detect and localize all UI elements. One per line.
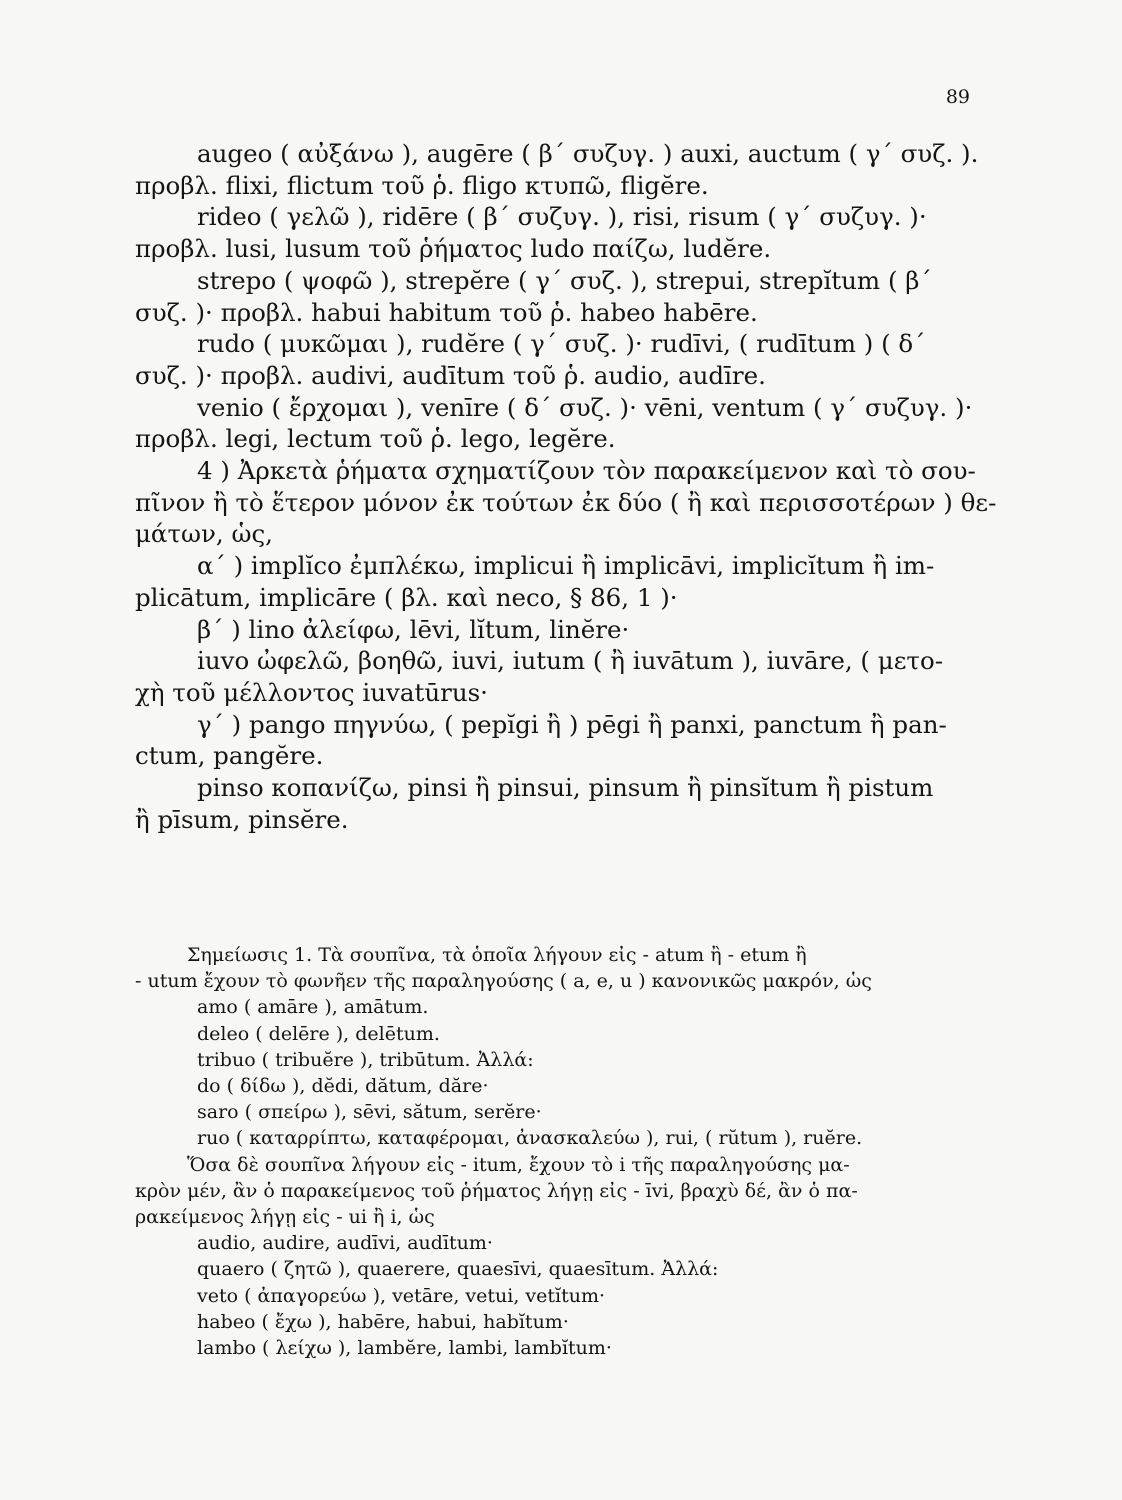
text-line: venio ( ἔρχομαι ), venīre ( δ΄ συζ. )· vēni, ventum ( γ΄ συζυγ. )·	[197, 392, 973, 422]
text-line: β΄ ) lino ἀλείφω, lēvi, lĭtum, linĕre·	[197, 614, 630, 644]
text-line: γ΄ ) pango πηγνύω, ( pepĭgi ἢ ) pēgi ἢ panxi, panctum ἢ pan-	[197, 709, 947, 739]
note-line: ruo ( καταρρίπτω, καταφέρομαι, ἀνασκαλεύω ), rui, ( rŭtum ), ruĕre.	[197, 1127, 863, 1150]
page-number: 89	[945, 86, 970, 108]
text-line: rideo ( γελῶ ), ridēre ( β΄ συζυγ. ), risi, risum ( γ΄ συζυγ. )·	[197, 202, 927, 232]
note-line: ρακείμενος λήγῃ εἰς - ui ἢ i, ὡς	[135, 1206, 435, 1229]
note-line: deleo ( delēre ), delētum.	[197, 1022, 440, 1045]
text-line: προβλ. legi, lectum τοῦ ῥ. lego, legĕre.	[135, 424, 616, 454]
text-line: πῖνον ἢ τὸ ἕτερον μόνον ἐκ τούτων ἐκ δύο ( ἢ καὶ περισσοτέρων ) θε-	[135, 487, 997, 517]
text-line: προβλ. lusi, lusum τοῦ ῥήματος ludo παίζω, ludĕre.	[135, 234, 772, 264]
note-line: habeo ( ἔχω ), habēre, habui, habĭtum·	[197, 1310, 569, 1333]
note-line: saro ( σπείρω ), sēvi, sătum, serĕre·	[197, 1101, 542, 1124]
note-line: - utum ἔχουν τὸ φωνῆεν τῆς παραληγούσης ( a, e, u ) κανονικῶς μακρόν, ὡς	[135, 970, 872, 993]
text-line: συζ. )· προβλ. audivi, audītum τοῦ ῥ. audio, audīre.	[135, 360, 766, 390]
text-line: augeo ( αὐξάνω ), augēre ( β΄ συζυγ. ) auxi, auctum ( γ΄ συζ. ).	[197, 139, 979, 168]
note-line: κρὸν μέν, ἂν ὁ παρακείμενος τοῦ ῥήματος λήγῃ εἰς - īvi, βραχὺ δέ, ἂν ὁ πα-	[135, 1179, 858, 1202]
text-line: rudo ( μυκῶμαι ), rudĕre ( γ΄ συζ. )· rudīvi, ( rudītum ) ( δ΄	[197, 329, 926, 359]
note-line: quaero ( ζητῶ ), quaerere, quaesīvi, quaesītum. Ἀλλά:	[197, 1258, 719, 1281]
text-line: μάτων, ὡς,	[135, 519, 273, 549]
note-line: Σημείωσις 1. Τὰ σουπῖνα, τὰ ὁποῖα λήγουν εἰς - atum ἢ - etum ἢ	[187, 944, 807, 966]
text-line: plicātum, implicāre ( βλ. καὶ neco, § 86, 1 )·	[135, 582, 678, 612]
text-line: ἢ pīsum, pinsĕre.	[135, 804, 349, 834]
text-line: ctum, pangĕre.	[135, 741, 324, 771]
text-line: iuvo ὠφελῶ, βοηθῶ, iuvi, iutum ( ἢ iuvātum ), iuvāre, ( μετο-	[197, 646, 943, 676]
text-line: προβλ. flixi, flictum τοῦ ῥ. fligo κτυπῶ, fligĕre.	[135, 170, 709, 200]
note-section	[135, 942, 987, 1361]
main-text	[135, 138, 997, 835]
note-line: amo ( amāre ), amātum.	[197, 996, 429, 1019]
note-line: Ὅσα δὲ σουπῖνα λήγουν εἰς - itum, ἔχουν τὸ i τῆς παραληγούσης μα-	[187, 1153, 850, 1176]
text-line: pinso κοπανίζω, pinsi ἢ pinsui, pinsum ἢ pinsĭtum ἢ pistum	[197, 773, 934, 803]
text-line: συζ. )· προβλ. habui habitum τοῦ ῥ. habeo habēre.	[135, 297, 758, 327]
text-line: α΄ ) implĭco ἐμπλέκω, implicui ἢ implicāvi, implicĭtum ἢ im-	[197, 551, 935, 581]
note-line: do ( δίδω ), dĕdi, dătum, dăre·	[197, 1075, 489, 1098]
note-line: audio, audire, audīvi, audītum·	[197, 1232, 493, 1255]
note-line: tribuo ( tribuĕre ), tribūtum. Ἀλλά:	[197, 1048, 534, 1071]
text-line: χὴ τοῦ μέλλοντος iuvatūrus·	[135, 677, 488, 707]
text-line: strepo ( ψοφῶ ), strepĕre ( γ΄ συζ. ), strepui, strepĭtum ( β΄	[197, 265, 932, 295]
note-line: veto ( ἀπαγορεύω ), vetāre, vetui, vetĭtum·	[197, 1284, 606, 1307]
note-line: lambo ( λείχω ), lambĕre, lambi, lambĭtum·	[197, 1337, 612, 1360]
text-line: 4 ) Ἀρκετὰ ῥήματα σχηματίζουν τὸν παρακείμενον καὶ τὸ σου-	[197, 456, 976, 486]
